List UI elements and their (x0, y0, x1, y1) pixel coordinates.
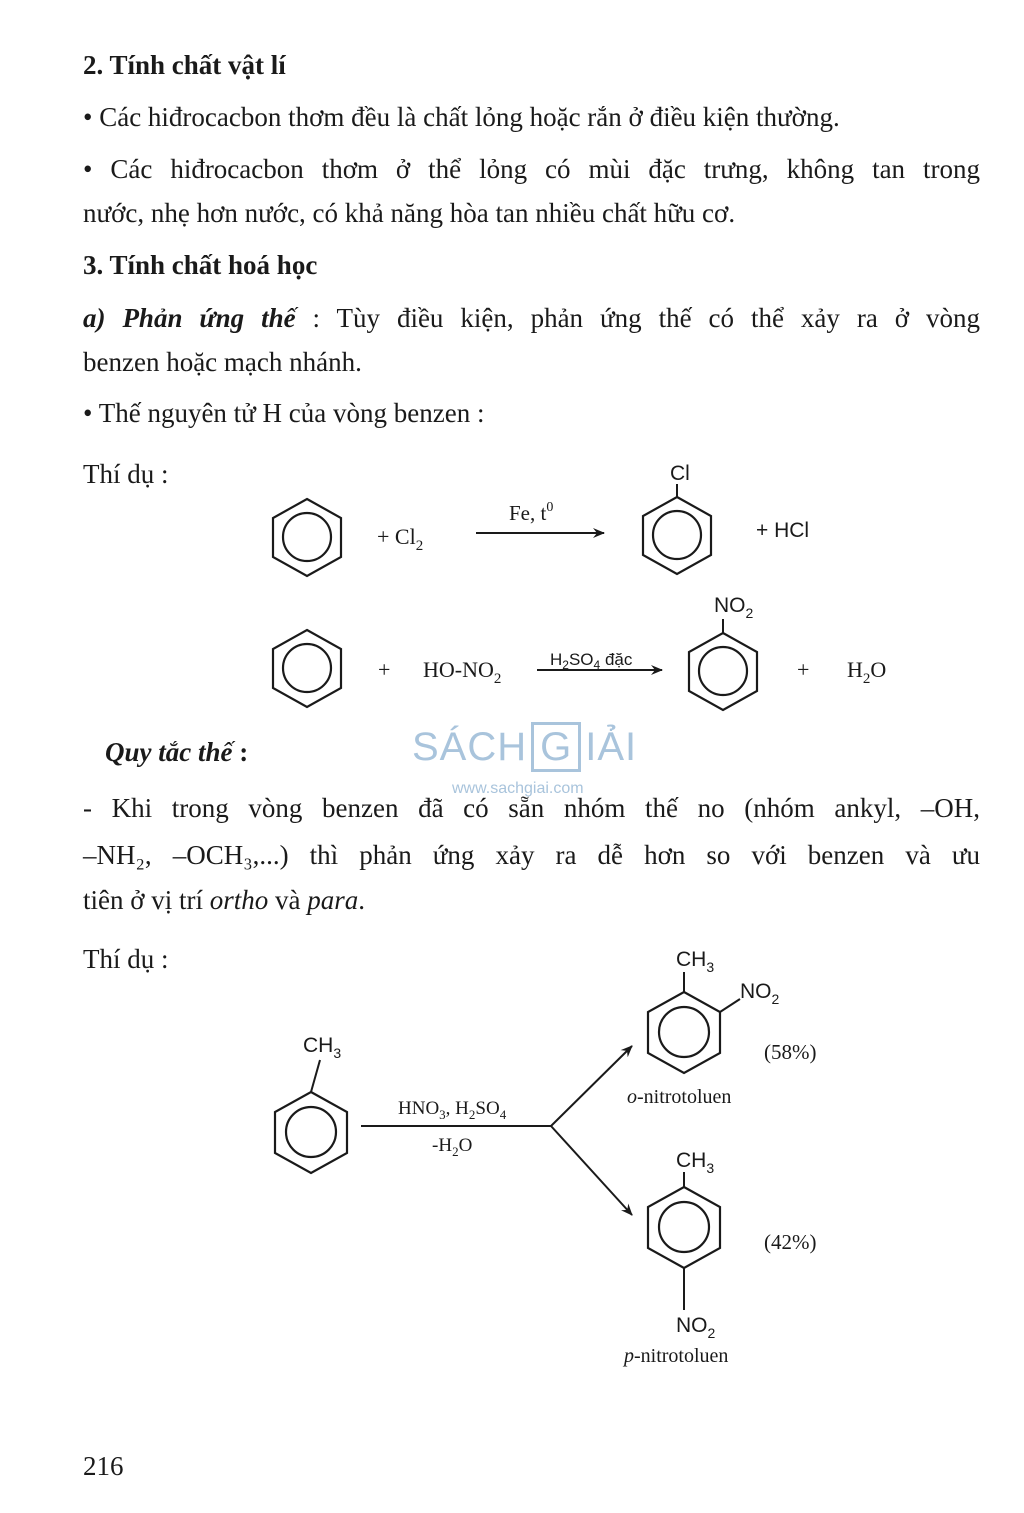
para-nitro: $NO_2$ (676, 1314, 716, 1341)
para-term: para (307, 885, 359, 915)
ortho-product-name: o-nitrotoluen (627, 1086, 732, 1108)
rule-heading-label: Quy tắc thế (105, 737, 233, 767)
ortho-methyl: $CH_3$ (676, 948, 715, 975)
benzene-ring-circle (283, 513, 331, 561)
para-methyl: $CH_3$ (676, 1149, 715, 1176)
page-number: 216 (83, 1451, 124, 1481)
watermark-url: www.sachgiai.com (452, 780, 584, 797)
arrow-to-ortho (551, 1046, 632, 1126)
nitric-acid-reagent: $HO-NO_2$ (423, 657, 502, 687)
fe-catalyst-condition: Fe, $t^0$ (509, 500, 554, 525)
para-nitrotoluene-ring-circle (659, 1202, 709, 1252)
toluene-methyl-bond (311, 1060, 320, 1092)
para-product-name: p-nitrotoluen (624, 1345, 729, 1367)
chlorobenzene-ring-circle (653, 511, 701, 559)
chlorine-reagent: + $Cl_2$ (377, 524, 424, 554)
watermark-brand-c: IẢI (585, 725, 638, 769)
rule-line-3-end: . (358, 885, 366, 915)
physical-property-bullet-1: • Các hiđrocacbon thơm đều là chất lỏng hoặc rắn ở điều kiện thường. (83, 102, 840, 132)
substitution-label: a) Phản ứng thế (83, 303, 296, 333)
reaction-2 (273, 594, 886, 710)
arrow-to-para (551, 1126, 632, 1215)
rule-line-3-start: tiên ở vị trí (83, 885, 210, 915)
ring-h-substitution-bullet: • Thế nguyên tử H của vòng benzen : (83, 398, 485, 428)
reaction-1 (273, 462, 809, 576)
nitration-condition-top: $HNO_3$, $H_2SO_4$ (398, 1098, 507, 1122)
nitro-substituent: $NO_2$ (714, 594, 754, 621)
chlorine-substituent: Cl (670, 462, 690, 485)
benzene-ring-2-circle (283, 644, 331, 692)
water-byproduct: $H_2O$ (847, 657, 887, 687)
watermark-brand-a: SÁCH (412, 725, 528, 769)
ortho-nitrotoluene-ring-circle (659, 1007, 709, 1057)
section-3-heading: 3. Tính chất hoá học (83, 250, 318, 280)
rule-line-3-and: và (268, 885, 308, 915)
reaction-3 (275, 948, 816, 1367)
substitution-intro-line-2: benzen hoặc mạch nhánh. (83, 347, 362, 377)
nitration-condition-bottom: $-H_2O$ (432, 1135, 473, 1159)
physical-property-bullet-2-line-2: nước, nhẹ hơn nước, có khả năng hòa tan nhiều chất hữu cơ. (83, 198, 736, 228)
example-label-1: Thí dụ : (83, 459, 169, 489)
toluene-methyl: $CH_3$ (303, 1034, 342, 1061)
para-yield: (42%) (764, 1230, 817, 1254)
ortho-nitro: $NO_2$ (740, 980, 780, 1007)
example-label-2: Thí dụ : (83, 944, 169, 974)
nitrobenzene-ring-circle (699, 647, 747, 695)
section-2-heading: 2. Tính chất vật lí (83, 50, 286, 80)
plus-sign-2: + (797, 657, 810, 682)
rule-line-1: - Khi trong vòng benzen đã có sẵn nhóm thế no (nhóm ankyl, –OH, (83, 793, 980, 823)
ortho-nitro-bond (720, 999, 740, 1012)
hcl-byproduct: + HCl (756, 519, 810, 542)
watermark-brand-g: G (531, 722, 581, 772)
rule-line-2: –NH₂, –OCH₃,...) thì phản ứng xảy ra dễ hơn so với benzen và ưu (83, 840, 980, 870)
toluene-ring-circle (286, 1107, 336, 1157)
ortho-yield: (58%) (764, 1040, 817, 1064)
physical-property-bullet-2-line-1: • Các hiđrocacbon thơm ở thể lỏng có mùi đặc trưng, không tan trong (83, 154, 980, 184)
plus-sign: + (378, 657, 391, 682)
ortho-term: ortho (209, 885, 269, 915)
rule-heading-colon: : (232, 737, 249, 767)
sulfuric-acid-condition: $H_2SO_4$ đặc (550, 650, 633, 672)
substitution-intro-text: : Tùy điều kiện, phản ứng thế có thể xảy ra ở vòng (295, 303, 980, 333)
